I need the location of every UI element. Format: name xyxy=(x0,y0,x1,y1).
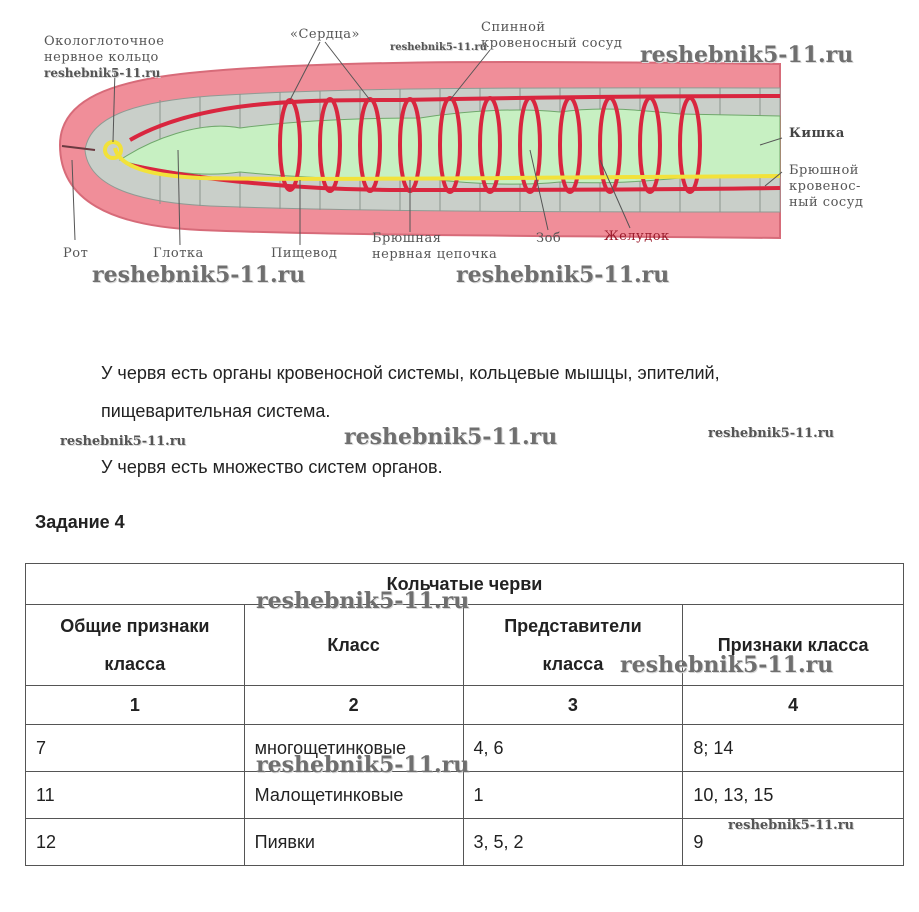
label-ventral-vessel: Брюшной кровенос- ный сосуд xyxy=(789,163,864,210)
label-pharynx: Глотка xyxy=(153,246,204,261)
label-stomach: Желудок xyxy=(604,229,670,244)
label-crop: Зоб xyxy=(536,231,562,246)
paragraph-line: пищеварительная система. xyxy=(101,401,331,421)
earthworm-anatomy-figure xyxy=(0,0,919,300)
table-cell: 8; 14 xyxy=(683,725,904,772)
table-cell: 10, 13, 15 xyxy=(683,772,904,819)
table-cell: 4, 6 xyxy=(463,725,683,772)
column-number: 3 xyxy=(463,686,683,725)
watermark: reshebnik5-11.ru xyxy=(620,652,834,678)
column-number: 2 xyxy=(244,686,463,725)
watermark: reshebnik5-11.ru xyxy=(456,262,670,288)
watermark: reshebnik5-11.ru xyxy=(708,426,835,441)
table-cell: Пиявки xyxy=(244,819,463,866)
label-mouth: Рот xyxy=(63,246,89,261)
watermark: reshebnik5-11.ru xyxy=(256,752,470,778)
label-intestine: Кишка xyxy=(789,126,845,141)
label-hearts: «Сердца» xyxy=(290,27,360,42)
table-cell: 3, 5, 2 xyxy=(463,819,683,866)
table-cell: 9 xyxy=(683,819,904,866)
label-dorsal-vessel: Спинной кровеносный сосуд xyxy=(481,20,623,51)
column-header: Представители класса xyxy=(463,605,683,686)
table-cell: Малощетинковые xyxy=(244,772,463,819)
watermark: reshebnik5-11.ru xyxy=(344,424,558,450)
table-cell: 12 xyxy=(26,819,245,866)
watermark: reshebnik5-11.ru xyxy=(640,42,854,68)
column-number: 1 xyxy=(26,686,245,725)
column-header: Признаки класса xyxy=(683,605,904,686)
watermark: reshebnik5-11.ru xyxy=(256,588,470,614)
watermark: reshebnik5-11.ru xyxy=(60,434,187,449)
label-ventral-nerve-cord: Брюшная нервная цепочка xyxy=(372,231,498,262)
task-heading: Задание 4 xyxy=(35,512,125,532)
table-cell: 11 xyxy=(26,772,245,819)
table-cell: 7 xyxy=(26,725,245,772)
table-cell: 1 xyxy=(463,772,683,819)
paragraph-line: У червя есть органы кровеносной системы, кольцевые мышцы, эпителий, xyxy=(101,363,720,383)
label-esophagus: Пищевод xyxy=(271,246,338,261)
table-title: Кольчатые черви xyxy=(26,564,904,605)
paragraph-line: У червя есть множество систем органов. xyxy=(101,457,443,477)
watermark: reshebnik5-11.ru xyxy=(44,66,161,80)
label-nerve-ring: Окологлоточное нервное кольцо xyxy=(44,34,165,65)
watermark: reshebnik5-11.ru xyxy=(92,262,306,288)
watermark: reshebnik5-11.ru xyxy=(390,42,487,53)
column-number: 4 xyxy=(683,686,904,725)
table-cell: многощетинковые xyxy=(244,725,463,772)
table-row xyxy=(26,772,904,819)
column-header: Класс xyxy=(244,605,463,686)
watermark: reshebnik5-11.ru xyxy=(728,818,855,833)
table-number-row xyxy=(26,686,904,725)
column-header: Общие признаки класса xyxy=(26,605,245,686)
